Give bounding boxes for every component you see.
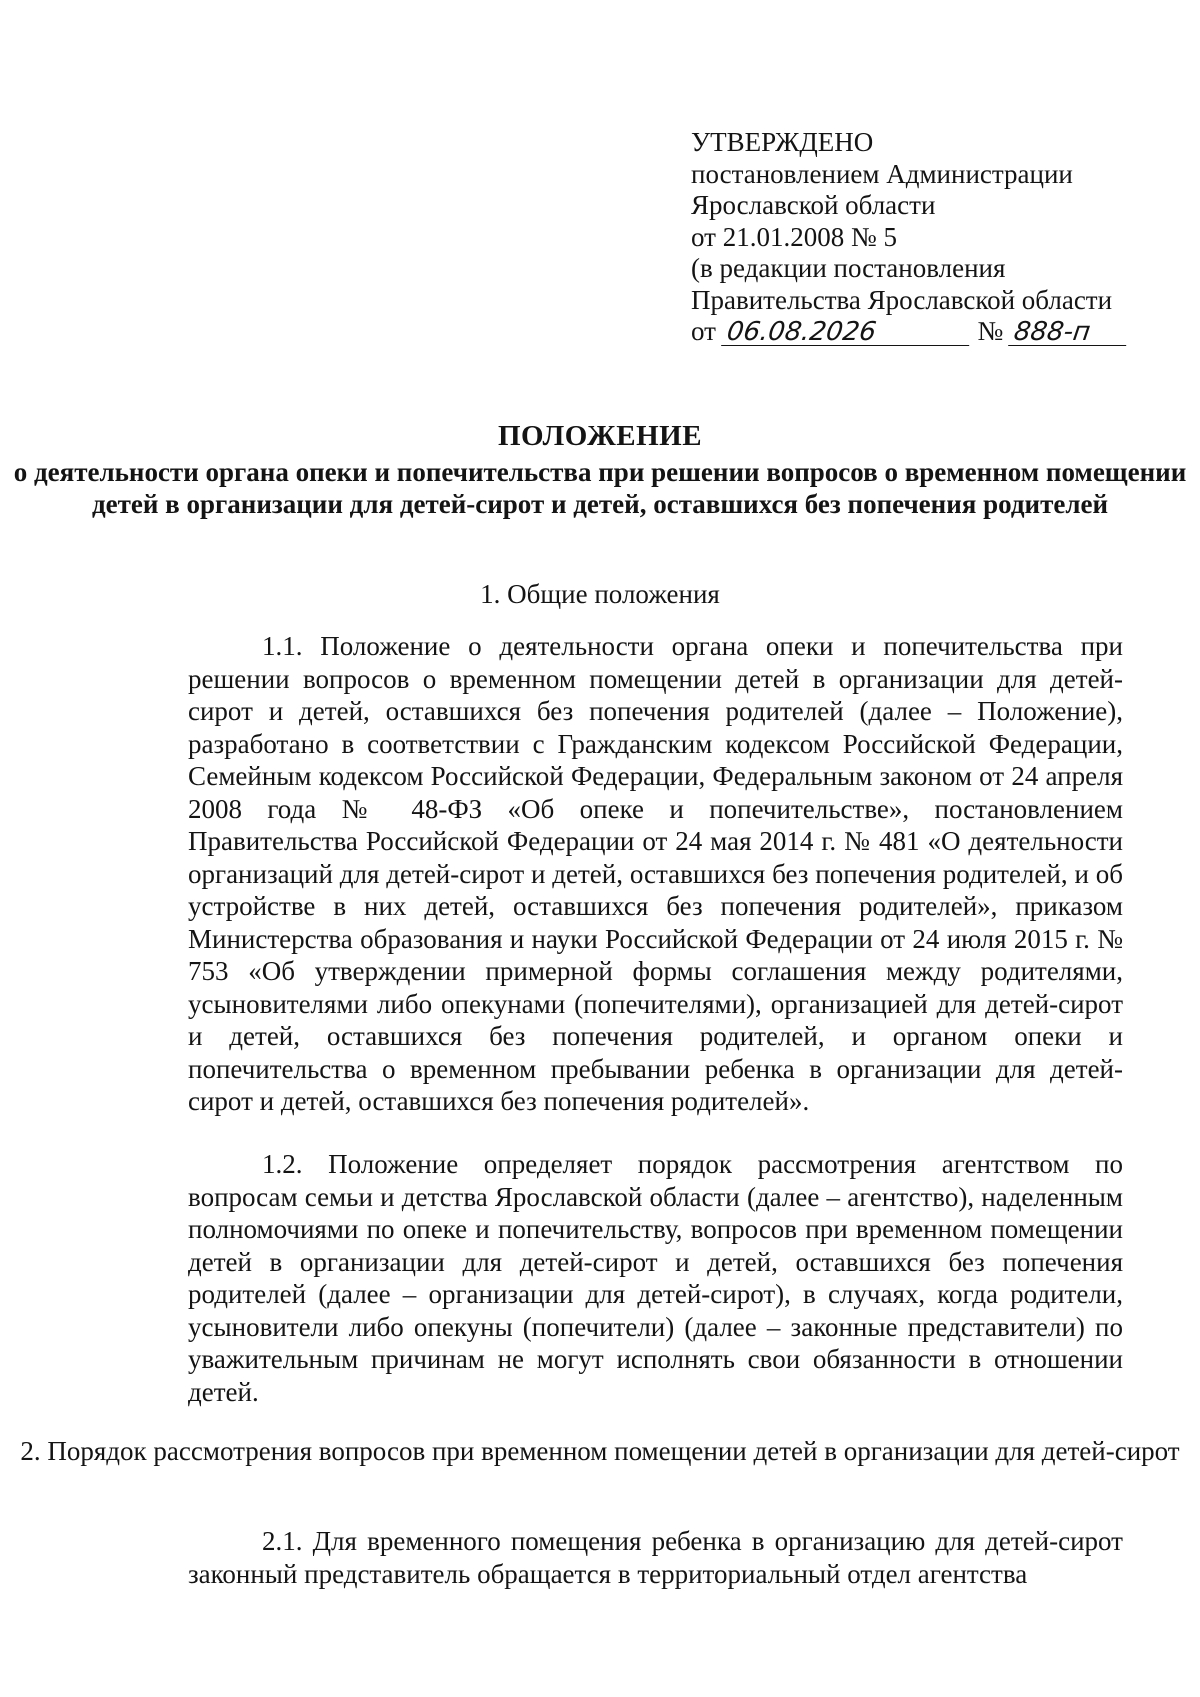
approval-line-5: Правительства Ярославской области [691, 284, 1113, 315]
approval-line-4: (в редакции постановления [691, 253, 1006, 283]
document-subtitle: о деятельности органа опеки и попечительства при решении вопросов о временном помещении детей в организации для детей-сирот и детей, оставшихся без попечения родителей [13, 457, 1187, 519]
number-label: № [977, 316, 1004, 346]
handwritten-number: 888-п [1008, 319, 1130, 346]
approval-line-3: от 21.01.2008 № 5 [691, 221, 897, 252]
approval-line-1: постановлением Администрации [691, 158, 1073, 189]
document-title: ПОЛОЖЕНИЕ [497, 420, 703, 452]
paragraph-2-1: 2.1. Для временного помещения ребенка в организацию для детей-сирот законный представитель обращается в территориальный отдел агентства [188, 1526, 1123, 1589]
approval-stamp-block [691, 127, 1128, 348]
approved-label: УТВЕРЖДЕНО [691, 127, 874, 157]
handwritten-date: 06.08.2026 [721, 319, 973, 346]
approval-line-2: Ярославской области [691, 190, 936, 220]
section-2-heading: 2. Порядок рассмотрения вопросов при временном помещении детей в организации для детей-сирот [20, 1436, 1180, 1466]
approval-date-line [691, 316, 1128, 348]
from-label: от [691, 316, 716, 346]
paragraph-1-1: 1.1. Положение о деятельности органа опеки и попечительства при решении вопросов о временном помещении детей в организации для детей-сирот и детей, оставшихся без попечения родителей (далее – Положение), разработано в соответствии с Гражданским кодексом Российской Федерации, Семейным кодексом Российской Федерации, Федеральным законом от 24 апреля 2008 года № 48-ФЗ «Об опеке и попечительстве», постановлением Правительства Российской Федерации от 24 мая 2014 г. № 481 «О деятельности организаций для детей-сирот и детей, оставшихся без попечения родителей, и об устройстве в них детей, оставшихся без попечения родителей», приказом Министерства образования и науки Российской Федерации от 24 июля 2015 г. № 753 «Об утверждении примерной формы соглашения между родителями, усыновителями либо опекунами (попечителями), организацией для детей-сирот и детей, оставшихся без попечения родителей, и органом опеки и попечительства о временном пребывании ребенка в организации для детей-сирот и детей, оставшихся без попечения родителей». [188, 631, 1123, 1116]
paragraph-1-2: 1.2. Положение определяет порядок рассмотрения агентством по вопросам семьи и детства Ярославской области (далее – агентство), наделенным полномочиями по опеке и попечительству, вопросов при временном помещении детей в организации для детей-сирот и детей, оставшихся без попечения родителей (далее – организации для детей-сирот), в случаях, когда родители, усыновители либо опекуны (попечители) (далее – законные представители) по уважительным причинам не могут исполнять свои обязанности в отношении детей. [188, 1149, 1123, 1407]
section-1-heading: 1. Общие положения [480, 579, 720, 609]
